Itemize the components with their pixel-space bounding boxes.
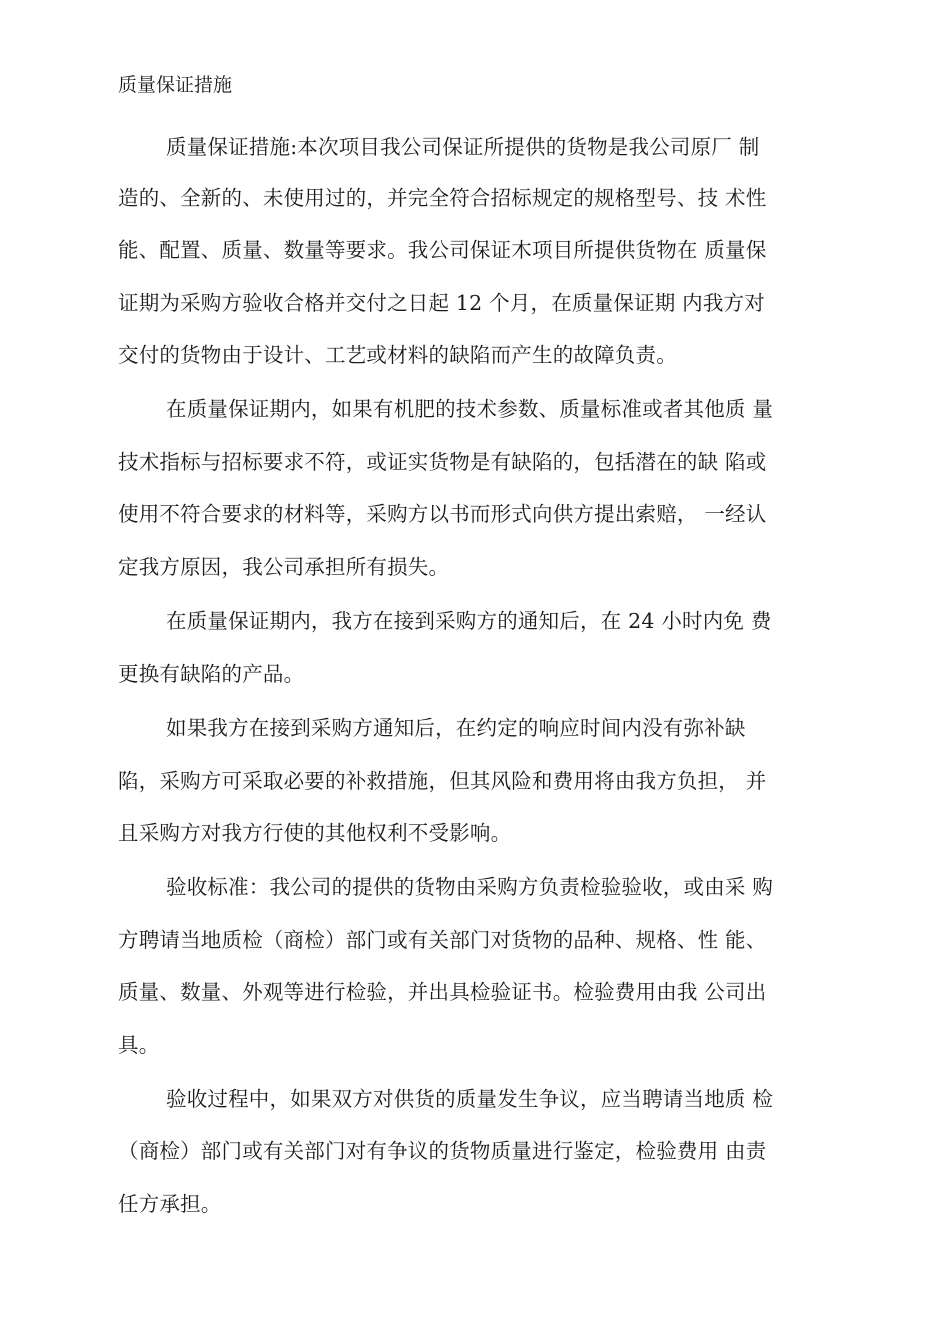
paragraph-line: 方聘请当地质检（商检）部门或有关部门对货物的品种、规格、性 能、 xyxy=(118,928,767,952)
paragraph-line: 验收过程中，如果双方对供货的质量发生争议，应当聘请当地质 检 xyxy=(166,1087,774,1111)
paragraph-line: 验收标准：我公司的提供的货物由采购方负责检验验收，或由采 购 xyxy=(166,875,774,899)
paragraph-line: 具。 xyxy=(118,1033,160,1057)
paragraph-line: 任方承担。 xyxy=(118,1192,222,1216)
paragraph-line: 质量保证措施:本次项目我公司保证所提供的货物是我公司原厂 制 xyxy=(166,135,760,159)
paragraph-line: 技术指标与招标要求不符，或证实货物是有缺陷的，包括潜在的缺 陷或 xyxy=(118,450,767,474)
paragraph-line: 证期为采购方验收合格并交付之日起 12 个月，在质量保证期 内我方对 xyxy=(118,291,765,315)
paragraph-line: 造的、全新的、未使用过的，并完全符合招标规定的规格型号、技 术性 xyxy=(118,186,767,210)
paragraph-line: 在质量保证期内，如果有机肥的技术参数、质量标准或者其他质 量 xyxy=(166,397,774,421)
paragraph-line: 且采购方对我方行使的其他权利不受影响。 xyxy=(118,821,512,845)
paragraph-line: 陷，采购方可采取必要的补救措施，但其风险和费用将由我方负担， 并 xyxy=(118,769,767,793)
paragraph-line: 定我方原因，我公司承担所有损失。 xyxy=(118,555,450,579)
page-title: 质量保证措施 xyxy=(118,74,233,96)
paragraph-line: （商检）部门或有关部门对有争议的货物质量进行鉴定，检验费用 由责 xyxy=(118,1139,767,1163)
paragraph-line: 使用不符合要求的材料等，采购方以书而形式向供方提出索赔， 一经认 xyxy=(118,502,767,526)
paragraph-line: 如果我方在接到采购方通知后，在约定的响应时间内没有弥补缺 xyxy=(166,716,746,740)
paragraph-line: 更换有缺陷的产品。 xyxy=(118,662,305,686)
paragraph-line: 质量、数量、外观等进行检验，并出具检验证书。检验费用由我 公司出 xyxy=(118,980,767,1004)
paragraph-line: 交付的货物由于设计、工艺或材料的缺陷而产生的故障负责。 xyxy=(118,343,677,367)
paragraph-line: 在质量保证期内，我方在接到采购方的通知后，在 24 小时内免 费 xyxy=(166,609,772,633)
paragraph-line: 能、配置、质量、数量等要求。我公司保证木项目所提供货物在 质量保 xyxy=(118,238,767,262)
